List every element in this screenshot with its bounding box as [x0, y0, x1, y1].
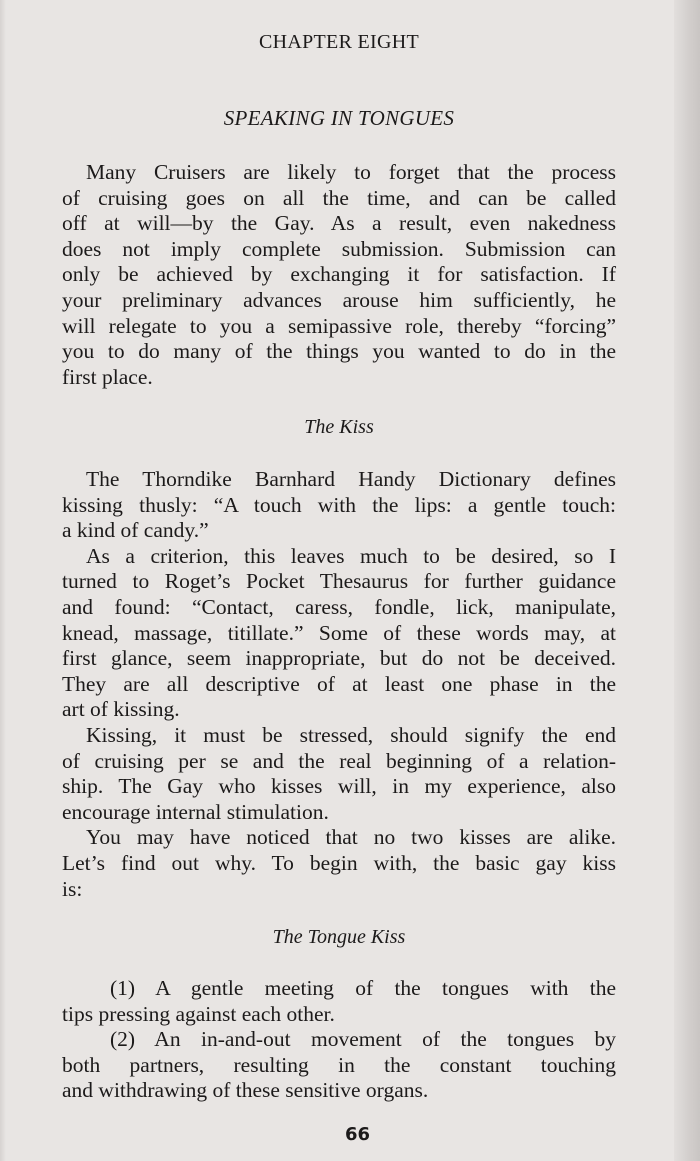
section-tongue-kiss [62, 976, 616, 1104]
text-line: off at will—by the Gay. As a result, even nakedness [62, 211, 616, 236]
text-line: The Thorndike Barnhard Handy Dictionary defines [86, 467, 616, 491]
text-line: (2) An in-and-out movement of the tongues by [110, 1027, 616, 1052]
page-edge-shadow [674, 0, 700, 1161]
text-line: first place. [62, 364, 153, 389]
paragraph [62, 467, 616, 544]
text-line: of cruising goes on all the time, and can be called [62, 185, 616, 210]
section-heading-tongue-kiss: The Tongue Kiss [272, 926, 406, 948]
text-line: Many Cruisers are likely to forget that the process [86, 160, 616, 184]
section-intro [62, 160, 616, 390]
text-line: tips pressing against each other. [62, 1001, 335, 1026]
text-line: art of kissing. [62, 697, 180, 722]
section-heading-the-kiss: The Kiss [304, 416, 374, 438]
text-line: encourage internal stimulation. [62, 799, 329, 824]
text-line: You may have noticed that no two kisses are alike. [86, 825, 616, 850]
text-line: Let’s find out why. To begin with, the basic gay kiss [62, 850, 616, 875]
text-line: does not imply complete submission. Submission can [62, 236, 616, 261]
text-line: Kissing, it must be stressed, should signify the end [86, 722, 616, 747]
paragraph [62, 160, 616, 390]
text-line: you to do many of the things you wanted to do in the [62, 339, 616, 364]
chapter-title: CHAPTER EIGHT [258, 31, 419, 53]
text-line: will relegate to you a semipassive role, thereby “forcing” [62, 313, 616, 338]
text-line: As a criterion, this leaves much to be desired, so I [86, 543, 616, 568]
text-line: both partners, resulting in the constant touching [62, 1052, 616, 1077]
paragraph [62, 976, 616, 1027]
text-line: and withdrawing of these sensitive organs. [62, 1078, 429, 1103]
text-line: your preliminary advances arouse him sufficiently, he [62, 287, 616, 312]
paragraph [62, 1027, 616, 1104]
text-line: ship. The Gay who kisses will, in my experience, also [62, 774, 616, 799]
text-line: is: [62, 876, 83, 901]
chapter-subtitle: SPEAKING IN TONGUES [223, 106, 455, 130]
text-line: kissing thusly: “A touch with the lips: a gentle touch: [62, 492, 616, 517]
paragraph [62, 544, 616, 723]
text-line: only be achieved by exchanging it for satisfaction. If [62, 262, 616, 287]
paragraph [62, 825, 616, 902]
text-line: first glance, seem inappropriate, but do not be deceived. [62, 646, 616, 671]
text-line: They are all descriptive of at least one phase in the [62, 671, 616, 696]
text-line: a kind of candy.” [62, 518, 209, 543]
section-the-kiss [62, 467, 616, 902]
text-line: of cruising per se and the real beginning of a relation- [62, 748, 616, 773]
text-line: turned to Roget’s Pocket Thesaurus for further guidance [62, 569, 616, 594]
text-line: and found: “Contact, caress, fondle, lick, manipulate, [62, 594, 616, 619]
text-line: knead, massage, titillate.” Some of these words may, at [62, 620, 616, 645]
text-line: (1) A gentle meeting of the tongues with the [110, 976, 616, 1000]
page-gutter-shadow [0, 0, 6, 1161]
paragraph [62, 723, 616, 825]
page-number: 66 [344, 1124, 371, 1145]
